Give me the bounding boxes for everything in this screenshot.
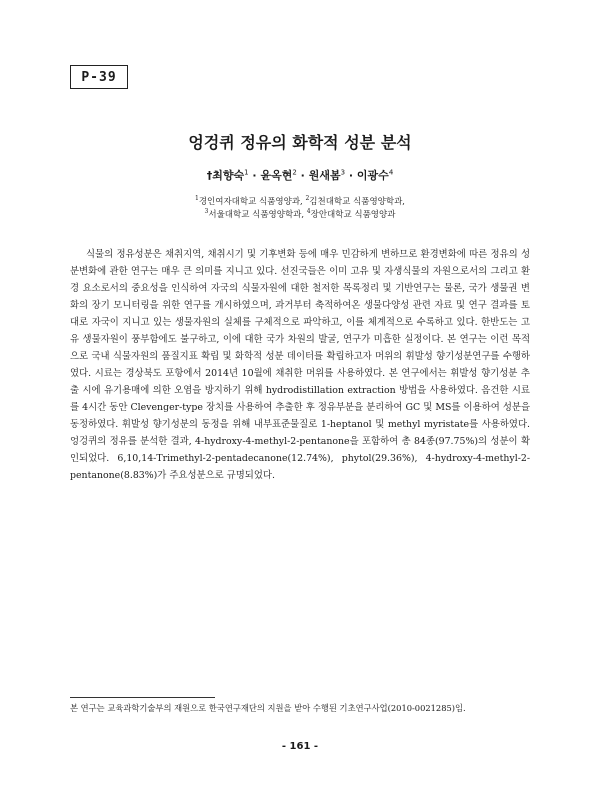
funding-footnote: 본 연구는 교육과학기술부의 재원으로 한국연구재단의 지원을 받아 수행된 기초연구사업(2010-0021285)임. xyxy=(70,703,466,713)
corresponding-mark: † xyxy=(206,169,213,182)
affiliation-sup: 3 xyxy=(204,208,209,215)
affiliation-text: 장안대학교 식품영양과 xyxy=(310,209,396,220)
author-separator: · xyxy=(348,169,354,182)
author-name: 윤옥현 xyxy=(260,169,293,182)
affiliation-sup: 4 xyxy=(306,208,311,215)
affiliation-text: 경인여자대학교 식품영양과, xyxy=(198,196,306,207)
author-name: 이광수 xyxy=(356,169,389,182)
abstract-body: 식물의 정유성분은 채취지역, 채취시기 및 기후변화 등에 매우 민감하게 변하므로 환경변화에 따른 정유의 성분변화에 관한 연구는 매우 큰 의미를 지니고 있다. 선진국들은 이미 고유 및 자생식물의 자원으로서의 그리고 환경 요소로서의 중요성을 인식하여 자국의 식물자원에 대한 철저한 목록정리 및 기반연구는 물론, 국가 생물권 변화의 장기 모니터링을 위한 연구를 개시하였으며, 과거부터 축적하여온 생물다양성 관련 자료 및 연구 결과를 토대로 자국이 지니고 있는 생물자원의 실체를 구체적으로 파악하고, 이를 체계적으로 수록하고 있다. 한반도는 고유 생물자원이 풍부함에도 불구하고, 이에 대한 국가 차원의 발굴, 연구가 미흡한 실정이다. 본 연구는 이런 목적으로 국내 식물자원의 품질지표 확립 및 화학적 성분 데이터를 확립하고자 머위의 휘발성 향기성분연구를 수행하였다. 시료는 경상북도 포항에서 2014년 10월에 채취한 머위를 사용하였다. 본 연구에서는 휘발성 향기성분 추출 시에 유기용매에 의한 오염을 방지하기 위해 hydrodistillation extraction 방법을 사용하였다. 음건한 시료를 4시간 동안 Clevenger-type 장치를 사용하여 추출한 후 정유부분을 분리하여 GC 및 MS를 이용하여 성분을 동정하였다. 휘발성 향기성분의 동정을 위해 내부표준물질로 1-heptanol 및 methyl myristate를 사용하였다. 엉겅퀴의 정유를 분석한 결과, 4-hydroxy-4-methyl-2-pentanone을 포함하여 총 84종(97.75%)의 성분이 확인되었다. 6,10,14-Trimethyl-2-pentadecanone(12.74%), phytol(29.36%), 4-hydroxy-4-methyl-2-pentanone(8.83%)가 주요성분으로 규명되었다. xyxy=(70,249,530,481)
affiliation-text: 서울대학교 식품영양학과, xyxy=(208,209,307,220)
paper-title: 엉겅퀴 정유의 화학적 성분 분석 xyxy=(188,133,412,152)
affiliation-line xyxy=(0,206,600,221)
affiliation-sup: 1 xyxy=(194,195,199,202)
author-affiliation-sup: 3 xyxy=(340,168,346,177)
footnote-divider xyxy=(70,697,215,698)
poster-id-badge: P-39 xyxy=(70,65,128,89)
author-separator: · xyxy=(252,169,257,182)
author-affiliation-sup: 1 xyxy=(244,168,249,177)
page-number: - 161 - xyxy=(281,741,319,752)
author-affiliation-sup: 4 xyxy=(388,168,394,177)
author-name: 원새봄 xyxy=(308,169,341,182)
author-affiliation-sup: 2 xyxy=(292,168,297,177)
author-line xyxy=(0,167,600,183)
affiliation-sup: 2 xyxy=(305,195,310,202)
author-separator: · xyxy=(300,169,305,182)
affiliation-text: 김천대학교 식품영양학과, xyxy=(309,196,406,207)
author-name: 최향숙 xyxy=(212,169,245,182)
